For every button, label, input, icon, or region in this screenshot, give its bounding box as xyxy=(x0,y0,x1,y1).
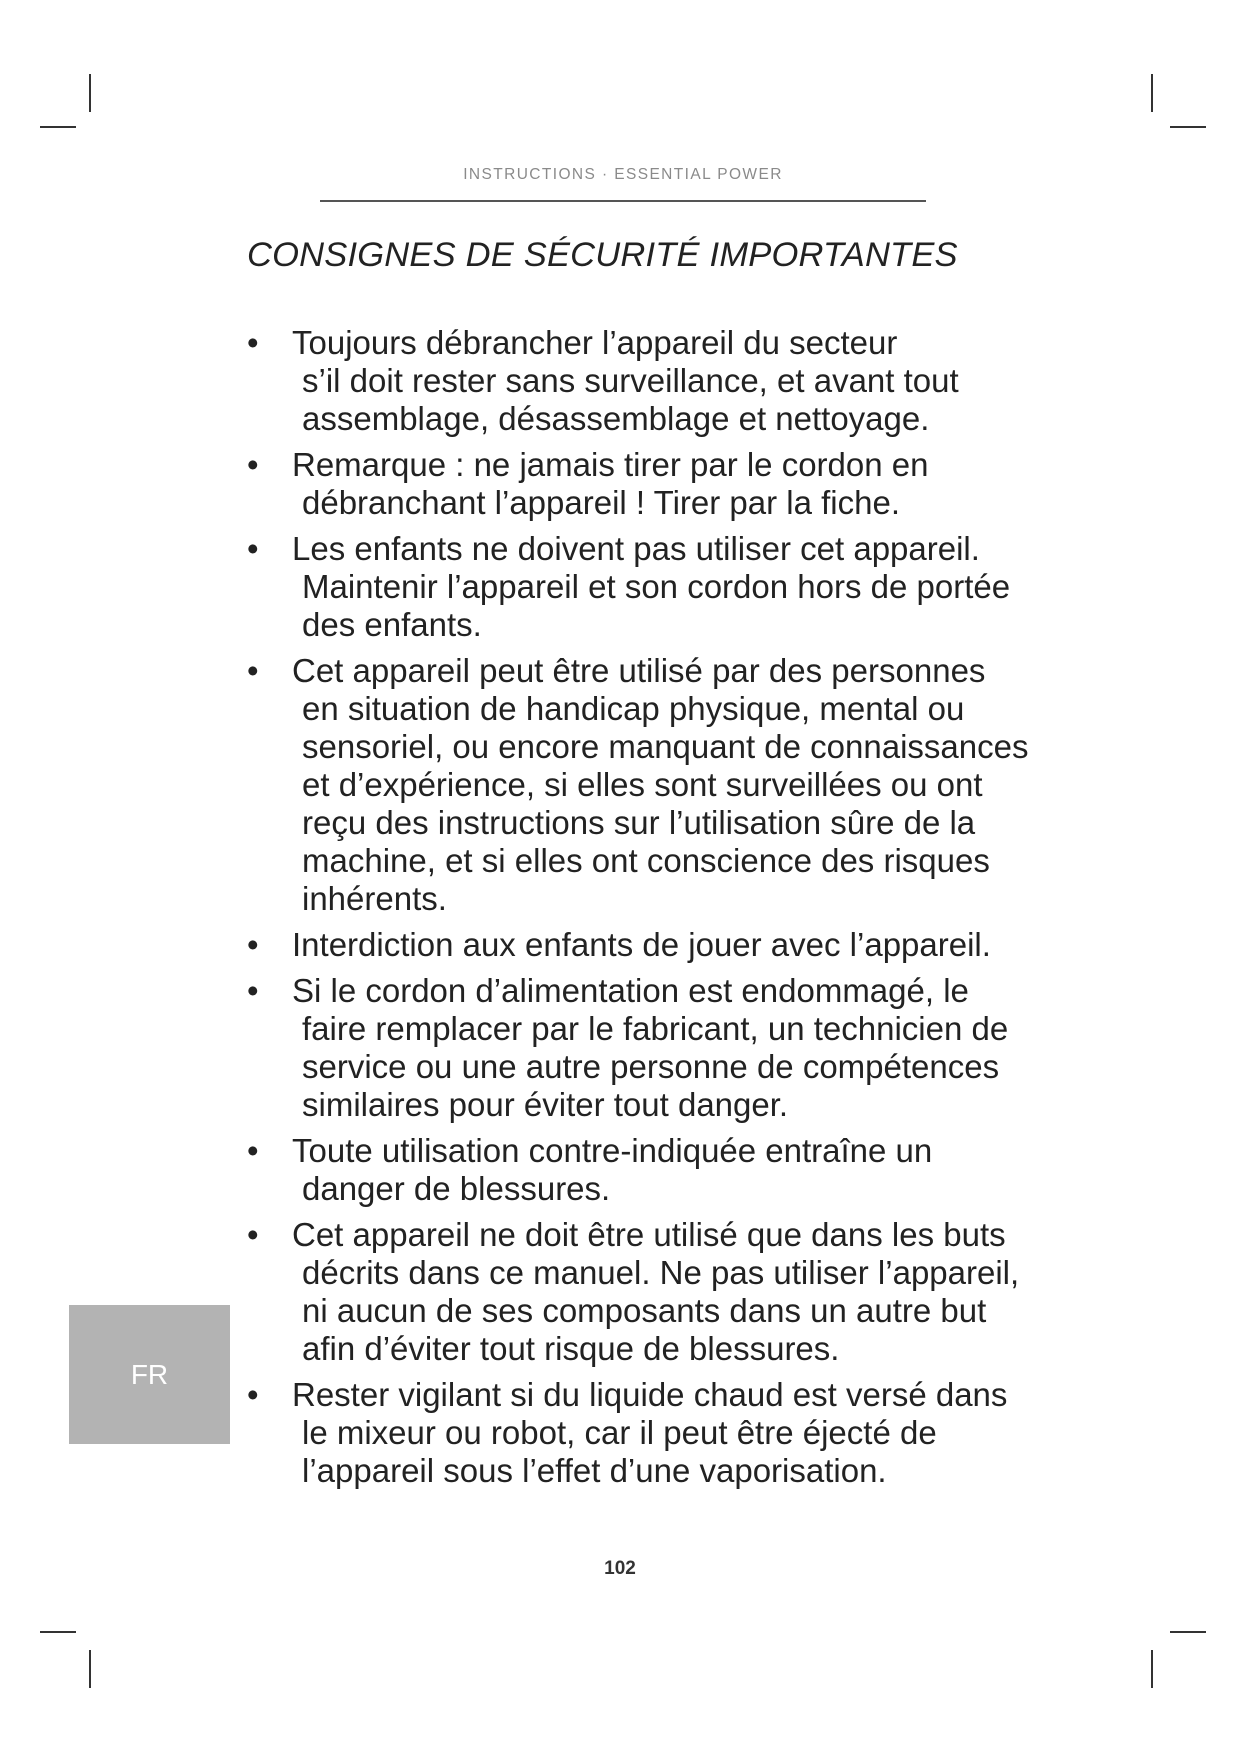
bullet-icon: • xyxy=(247,1132,259,1169)
language-tab xyxy=(69,1305,230,1444)
crop-mark xyxy=(40,1631,76,1633)
crop-mark xyxy=(89,74,91,112)
safety-item-line: faire remplacer par le fabricant, un technicien de xyxy=(302,1010,1009,1047)
safety-item-line: reçu des instructions sur l’utilisation sûre de la xyxy=(302,804,976,841)
crop-mark xyxy=(1151,74,1153,112)
safety-item-line: en situation de handicap physique, mental ou xyxy=(302,690,965,727)
safety-item-line: Remarque : ne jamais tirer par le cordon en xyxy=(292,446,929,483)
safety-item-line: Toujours débrancher l’appareil du secteur xyxy=(292,324,898,361)
safety-item xyxy=(247,1216,1127,1368)
safety-item xyxy=(247,530,1127,644)
bullet-icon: • xyxy=(247,1376,259,1413)
safety-item-line: danger de blessures. xyxy=(302,1170,611,1207)
safety-item-line: Rester vigilant si du liquide chaud est versé dans xyxy=(292,1376,1008,1413)
safety-item-line: sensoriel, ou encore manquant de connaissances xyxy=(302,728,1029,765)
safety-item-line: inhérents. xyxy=(302,880,447,917)
safety-item-line: l’appareil sous l’effet d’une vaporisation. xyxy=(302,1452,887,1489)
crop-mark xyxy=(1170,126,1206,128)
bullet-icon: • xyxy=(247,446,259,483)
safety-item-line: Interdiction aux enfants de jouer avec l’appareil. xyxy=(292,926,991,963)
bullet-icon: • xyxy=(247,324,259,361)
safety-item-line: service ou une autre personne de compétences xyxy=(302,1048,1000,1085)
running-header: INSTRUCTIONS · ESSENTIAL POWER xyxy=(463,166,783,183)
safety-item xyxy=(247,446,1127,522)
safety-item-line: Si le cordon d’alimentation est endommagé, le xyxy=(292,972,969,1009)
bullet-icon: • xyxy=(247,926,259,963)
safety-item-line: afin d’éviter tout risque de blessures. xyxy=(302,1330,840,1367)
safety-item-line: machine, et si elles ont conscience des risques xyxy=(302,842,990,879)
safety-item-line: le mixeur ou robot, car il peut être éjecté de xyxy=(302,1414,937,1451)
page-number: 102 xyxy=(604,1558,636,1579)
language-label: FR xyxy=(130,1358,169,1390)
crop-mark xyxy=(1170,1631,1206,1633)
safety-item xyxy=(247,652,1127,918)
safety-instructions-list xyxy=(247,324,1127,1498)
header-divider xyxy=(320,200,926,202)
page-title: CONSIGNES DE SÉCURITÉ IMPORTANTES xyxy=(247,236,958,274)
bullet-icon: • xyxy=(247,652,259,689)
safety-item xyxy=(247,926,1127,964)
safety-item-line: Maintenir l’appareil et son cordon hors de portée xyxy=(302,568,1011,605)
safety-item-line: décrits dans ce manuel. Ne pas utiliser l’appareil, xyxy=(302,1254,1020,1291)
safety-item-line: assemblage, désassemblage et nettoyage. xyxy=(302,400,930,437)
safety-item-line: s’il doit rester sans surveillance, et avant tout xyxy=(302,362,959,399)
crop-mark xyxy=(1151,1650,1153,1688)
safety-item-line: des enfants. xyxy=(302,606,482,643)
safety-item-line: et d’expérience, si elles sont surveillées ou ont xyxy=(302,766,983,803)
safety-item xyxy=(247,972,1127,1124)
bullet-icon: • xyxy=(247,1216,259,1253)
safety-item xyxy=(247,1376,1127,1490)
safety-item xyxy=(247,1132,1127,1208)
bullet-icon: • xyxy=(247,530,259,567)
crop-mark xyxy=(40,126,76,128)
crop-mark xyxy=(89,1650,91,1688)
safety-item-line: Les enfants ne doivent pas utiliser cet appareil. xyxy=(292,530,980,567)
safety-item-line: Cet appareil peut être utilisé par des personnes xyxy=(292,652,986,689)
safety-item-line: Toute utilisation contre-indiquée entraîne un xyxy=(292,1132,933,1169)
bullet-icon: • xyxy=(247,972,259,1009)
safety-item-line: Cet appareil ne doit être utilisé que dans les buts xyxy=(292,1216,1006,1253)
safety-item-line: similaires pour éviter tout danger. xyxy=(302,1086,789,1123)
safety-item-line: ni aucun de ses composants dans un autre but xyxy=(302,1292,987,1329)
safety-item-line: débranchant l’appareil ! Tirer par la fiche. xyxy=(302,484,900,521)
safety-item xyxy=(247,324,1127,438)
